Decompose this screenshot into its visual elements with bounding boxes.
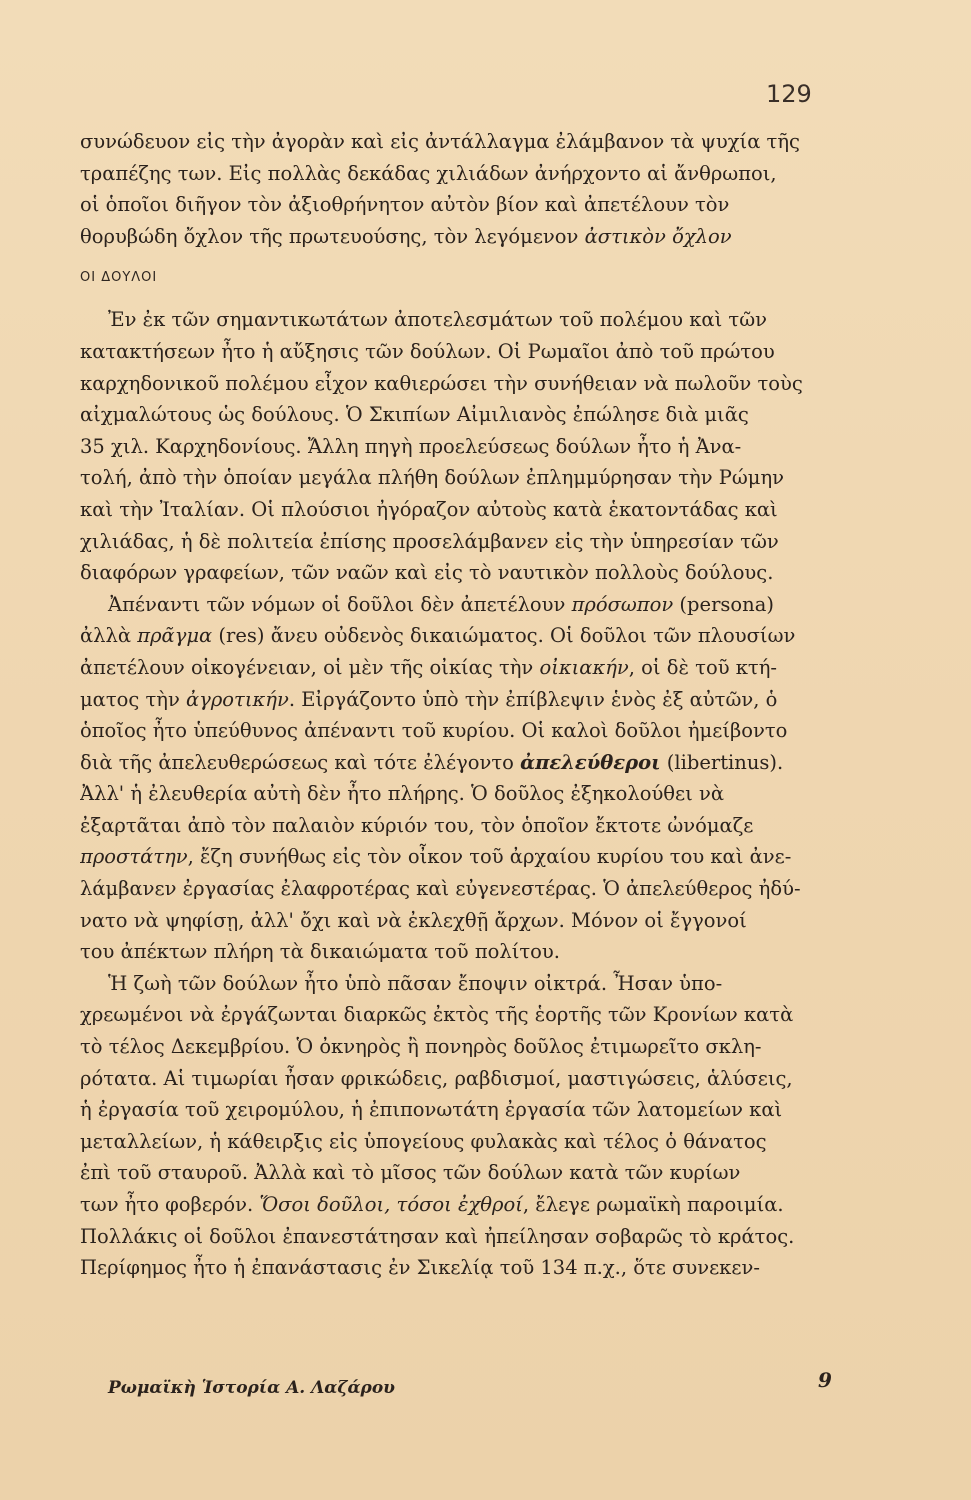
- text-line: νατο νὰ ψηφίσῃ, ἀλλ' ὄχι καὶ νὰ ἐκλεχθῇ ἄρχων. Μόνον οἱ ἔγγονοί: [80, 908, 747, 932]
- text-line: Πολλάκις οἱ δοῦλοι ἐπανεστάτησαν καὶ ἠπείλησαν σοβαρῶς τὸ κράτος.: [80, 1224, 795, 1248]
- text-line: τὸ τέλος Δεκεμβρίου. Ὁ ὀκνηρὸς ἢ πονηρὸς δοῦλος ἐτιμωρεῖτο σκλη-: [80, 1035, 762, 1059]
- line-text: ἀλλὰ: [80, 624, 138, 648]
- text-line: ρότατα. Αἱ τιμωρίαι ἦσαν φρικώδεις, ραβδισμοί, μαστιγώσεις, ἁλύσεις,: [80, 1066, 793, 1090]
- line-text: (persona): [673, 592, 774, 616]
- italic-term: προστάτην: [80, 845, 188, 869]
- text-line: [80, 684, 890, 716]
- italic-term: πρᾶγμα: [137, 624, 213, 648]
- text-line: του ἀπέκτων πλήρη τὰ δικαιώματα τοῦ πολίτου.: [80, 940, 560, 964]
- bold-term: ἀπελεύθεροι: [520, 750, 661, 774]
- text-block: [80, 126, 890, 1284]
- text-line: χρεωμένοι νὰ ἐργάζωνται διαρκῶς ἐκτὸς τῆς ἑορτῆς τῶν Κρονίων κατὰ: [80, 1003, 794, 1027]
- line-text: ματος τὴν: [80, 687, 187, 711]
- text-line: αἰχμαλώτους ὡς δούλους. Ὁ Σκιπίων Αἰμιλιανὸς ἐπώλησε διὰ μιᾶς: [80, 403, 749, 427]
- text-line: διαφόρων γραφείων, τῶν ναῶν καὶ εἰς τὸ ναυτικὸν πολλοὺς δούλους.: [80, 561, 774, 585]
- text-line: ἐξαρτᾶται ἀπὸ τὸν παλαιὸν κύριόν του, τὸν ὁποῖον ἔκτοτε ὠνόμαζε: [80, 813, 754, 837]
- line-text: . Εἰργάζοντο ὑπὸ τὴν ἐπίβλεψιν ἑνὸς ἐξ αὐτῶν, ὁ: [288, 687, 778, 711]
- text-line: Ἐν ἐκ τῶν σημαντικωτάτων ἀποτελεσμάτων τοῦ πολέμου καὶ τῶν: [108, 308, 767, 332]
- text-line: οἱ ὁποῖοι διῆγον τὸν ἀξιοθρήνητον αὐτὸν βίον καὶ ἀπετέλουν τὸν: [80, 193, 730, 217]
- line-text: (libertinus).: [660, 750, 784, 774]
- text-line: [80, 652, 890, 684]
- italic-term: οἰκιακήν: [539, 655, 629, 679]
- line-text: , ἔλεγε ρωμαϊκὴ παροιμία.: [522, 1193, 784, 1216]
- text-line: χιλιάδας, ἡ δὲ πολιτεία ἐπίσης προσελάμβανεν εἰς τὴν ὑπηρεσίαν τῶν: [80, 529, 779, 553]
- text-line: συνώδευον εἰς τὴν ἀγορὰν καὶ εἰς ἀντάλλαγμα ἐλάμβανον τὰ ψυχία τῆς: [80, 130, 800, 153]
- text-line: μεταλλείων, ἡ κάθειρξις εἰς ὑπογείους φυλακὰς καὶ τέλος ὁ θάνατος: [80, 1129, 767, 1153]
- text-line: καὶ τὴν Ἰταλίαν. Οἱ πλούσιοι ἠγόραζον αὐτοὺς κατὰ ἑκατοντάδας καὶ: [80, 497, 778, 521]
- italic-term: ἀγροτικήν: [186, 687, 289, 711]
- text-line: Ἀλλ' ἡ ἐλευθερία αὐτὴ δὲν ἦτο πλήρης. Ὁ δοῦλος ἐξηκολούθει νὰ: [80, 782, 725, 806]
- line-text: Ἀπέναντι τῶν νόμων οἱ δοῦλοι δὲν ἀπετέλουν: [108, 592, 572, 616]
- text-line: [80, 747, 890, 779]
- italic-term: ἀστικὸν ὄχλον: [584, 224, 732, 248]
- text-line: λάμβανεν ἐργασίας ἐλαφροτέρας καὶ εὐγενεστέρας. Ὁ ἀπελεύθερος ἠδύ-: [80, 877, 801, 901]
- footer-book-title: Ρωμαϊκὴ Ἱστορία Α. Λαζάρου: [108, 1378, 395, 1398]
- italic-term: πρόσωπον: [571, 592, 674, 616]
- line-text: των ἦτο φοβερόν.: [80, 1193, 260, 1216]
- line-text: , ἔζη συνήθως εἰς τὸν οἶκον τοῦ ἀρχαίου κυρίου του καὶ ἀνε-: [187, 845, 792, 869]
- text-line: ἐπὶ τοῦ σταυροῦ. Ἀλλὰ καὶ τὸ μῖσος τῶν δούλων κατὰ τῶν κυρίων: [80, 1161, 741, 1185]
- text-line: [80, 620, 890, 652]
- line-text: (res) ἄνευ οὐδενὸς δικαιώματος. Οἱ δοῦλοι τῶν πλουσίων: [212, 624, 796, 648]
- line-text: διὰ τῆς ἀπελευθερώσεως καὶ τότε ἐλέγοντο: [80, 750, 521, 774]
- text-line: Περίφημος ἦτο ἡ ἐπανάστασις ἐν Σικελίᾳ τοῦ 134 π.χ., ὅτε συνεκεν-: [80, 1256, 760, 1280]
- text-line: τολή, ἀπὸ τὴν ὁποίαν μεγάλα πλήθη δούλων ἐπλημμύρησαν τὴν Ρώμην: [80, 466, 784, 490]
- signature-mark: 9: [818, 1368, 832, 1392]
- text-line: [80, 841, 890, 873]
- page-number: 129: [766, 80, 812, 108]
- text-line: [80, 1189, 890, 1221]
- italic-proverb: Ὅσοι δοῦλοι, τόσοι ἐχθροί: [259, 1193, 523, 1216]
- text-line: [80, 221, 890, 253]
- section-heading: ΟΙ ΔΟΥΛΟΙ: [80, 270, 158, 286]
- text-line: [80, 589, 890, 621]
- text-line: ὁποῖος ἦτο ὑπεύθυνος ἀπέναντι τοῦ κυρίου. Οἱ καλοὶ δοῦλοι ἠμείβοντο: [80, 719, 788, 743]
- line-text: ἀπετέλουν οἰκογένειαν, οἱ μὲν τῆς οἰκίας τὴν: [80, 655, 540, 679]
- line-text: θορυβώδη ὄχλον τῆς πρωτευούσης, τὸν λεγόμενον: [80, 224, 585, 248]
- text-line: 35 χιλ. Καρχηδονίους. Ἄλλη πηγὴ προελεύσεως δούλων ἦτο ἡ Ἀνα-: [80, 434, 742, 458]
- text-line: ἡ ἐργασία τοῦ χειρομύλου, ἡ ἐπιπονωτάτη ἐργασία τῶν λατομείων καὶ: [80, 1098, 783, 1122]
- text-line: καρχηδονικοῦ πολέμου εἶχον καθιερώσει τὴν συνήθειαν νὰ πωλοῦν τοὺς: [80, 371, 803, 395]
- line-text: , οἱ δὲ τοῦ κτή-: [628, 655, 777, 679]
- text-line: τραπέζης των. Εἰς πολλὰς δεκάδας χιλιάδων ἀνήρχοντο αἱ ἄνθρωποι,: [80, 161, 777, 185]
- text-line: Ἡ ζωὴ τῶν δούλων ἦτο ὑπὸ πᾶσαν ἔποψιν οἰκτρά. Ἦσαν ὑπο-: [108, 971, 723, 995]
- text-line: κατακτήσεων ἦτο ἡ αὔξησις τῶν δούλων. Οἱ Ρωμαῖοι ἀπὸ τοῦ πρώτου: [80, 339, 775, 363]
